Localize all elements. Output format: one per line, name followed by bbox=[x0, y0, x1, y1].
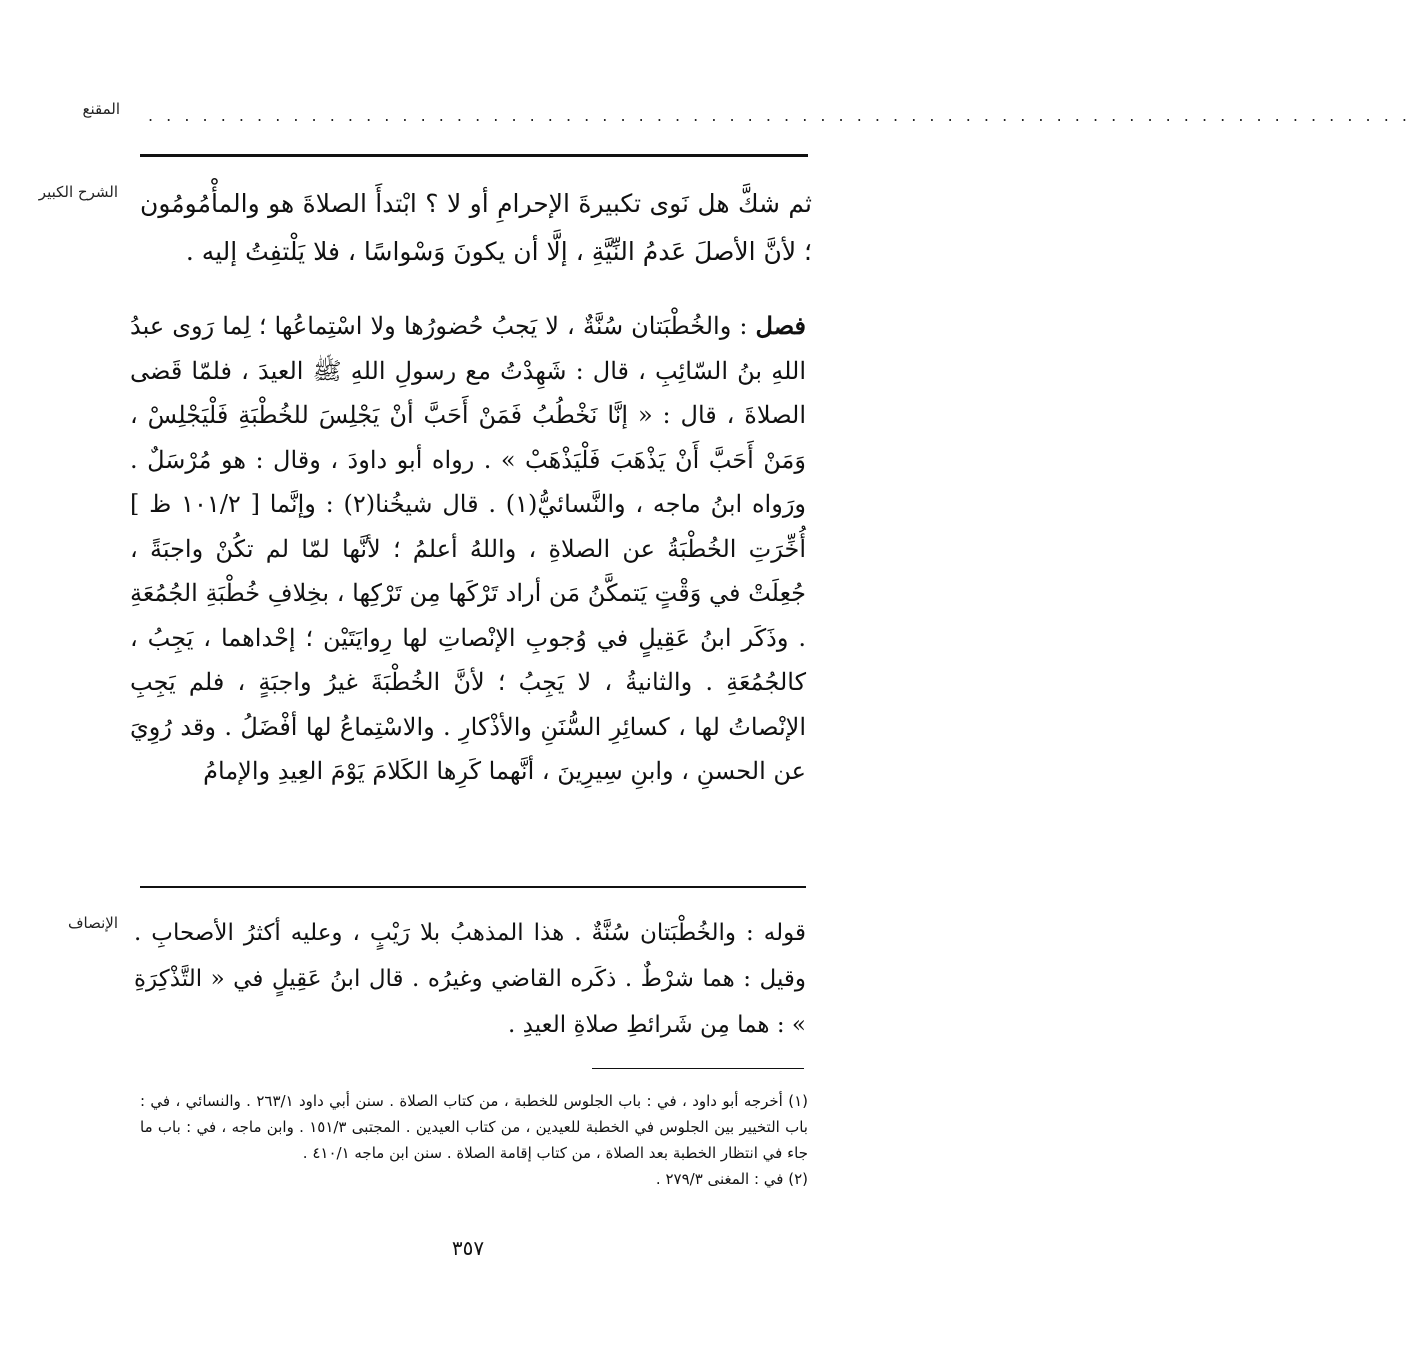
running-title: المقنع bbox=[82, 100, 120, 118]
insaf-paragraph: قوله : والخُطْبَتان سُنَّةٌ . هذا المذهبُ بلا رَيْبٍ ، وعليه أكثرُ الأصحابِ . وقيل : هما شرْطٌ . ذكَره القاضي وغيرُه . قال ابنُ عَقِيلٍ في « التَّذْكِرَةِ » : هما مِن شَرائطِ صلاةِ العيدِ . bbox=[134, 920, 806, 1038]
sharh-text bbox=[140, 180, 812, 276]
insaf-text bbox=[134, 910, 806, 1048]
main-paragraph bbox=[130, 304, 806, 794]
page-number: ٣٥٧ bbox=[451, 1236, 485, 1260]
sharh-margin-label: الشرح الكبير bbox=[38, 183, 118, 201]
sharh-paragraph: ثم شكَّ هل نَوى تكبيرةَ الإحرامِ أو لا ؟ ابْتدأَ الصلاةَ هو والمأْمُومُون ؛ لأنَّ الأصلَ عَدمُ النِّيَّةِ ، إلَّا أن يكونَ وَسْواسًا ، فلا يَلْتفِتُ إليه . bbox=[140, 189, 812, 266]
main-text bbox=[130, 304, 806, 794]
fasl-heading: فصل bbox=[755, 311, 807, 340]
main-paragraph-text: : والخُطْبَتان سُنَّةٌ ، لا يَجبُ حُضورُها ولا اسْتِماعُها ؛ لِما رَوى عبدُ اللهِ بنُ السّائِبِ ، قال : شَهِدْتُ مع رسولِ اللهِ ﷺ العيدَ ، فلمّا قَضى الصلاةَ ، قال : « إنَّا نَخْطُبُ فَمَنْ أَحَبَّ أنْ يَجْلِسَ للخُطْبَةِ فَلْيَجْلِسْ ، وَمَنْ أَحَبَّ أَنْ يَذْهَبَ فَلْيَذْهَبْ » . رواه أبو داودَ ، وقال : هو مُرْسَلٌ . ورَواه ابنُ ماجه ، والنَّسائيُّ(١) . قال شيخُنا(٢) : وإنَّما [ ١٠١/٢ ظ ] أُخِّرَتِ الخُطْبَةُ عن الصلاةِ ، واللهُ أعلمُ ؛ لأنَّها لمّا لم تكُنْ واجبَةً ، جُعِلَتْ في وَقْتٍ يَتمكَّنُ مَن أراد تَرْكَها مِن تَرْكِها ، بخِلافِ خُطْبَةِ الجُمُعَةِ . وذَكَر ابنُ عَقِيلٍ في وُجوبِ الإنْصاتِ لها رِوايَتَيْن ؛ إحْداهما ، يَجِبُ ، كالجُمُعَةِ . والثانيةُ ، لا يَجِبُ ؛ لأنَّ الخُطْبَةَ غيرُ واجبَةٍ ، فلم يَجِبِ الإنْصاتُ لها ، كسائِرِ السُّنَنِ والأذْكارِ . والاسْتِماعُ لها أفْضَلُ . وقد رُوِيَ عن الحسنِ ، وابنِ سِيرِينَ ، أنَّهما كَرِها الكَلامَ يَوْمَ العِيدِ والإمامُ bbox=[130, 312, 806, 785]
footnote-rule bbox=[592, 1068, 804, 1069]
footnote-1: (١) أخرجه أبو داود ، في : باب الجلوس للخطبة ، من كتاب الصلاة . سنن أبي داود ٢٦٣/١ . والنسائي ، في : باب التخيير بين الجلوس في الخطبة للعيدين ، من كتاب العيدين . المجتبى ١٥١/٣ . وابن ماجه ، في : باب ما جاء في انتظار الخطبة بعد الصلاة ، من كتاب إقامة الصلاة . سنن ابن ماجه ٤١٠/١ . bbox=[140, 1092, 808, 1162]
dotted-leader: . . . . . . . . . . . . . . . . . . . . . . . . . . . . . . . . . . . . . . . . . . . . . . . . . . . . . . . . . . . . . . . . . . . . . . bbox=[148, 106, 1411, 125]
footnote-2: (٢) في : المغنى ٢٧٩/٣ . bbox=[655, 1170, 808, 1188]
footnotes bbox=[140, 1088, 808, 1192]
insaf-margin-label: الإنصاف bbox=[67, 914, 118, 932]
section-divider bbox=[140, 886, 806, 888]
header-rule bbox=[140, 154, 808, 157]
